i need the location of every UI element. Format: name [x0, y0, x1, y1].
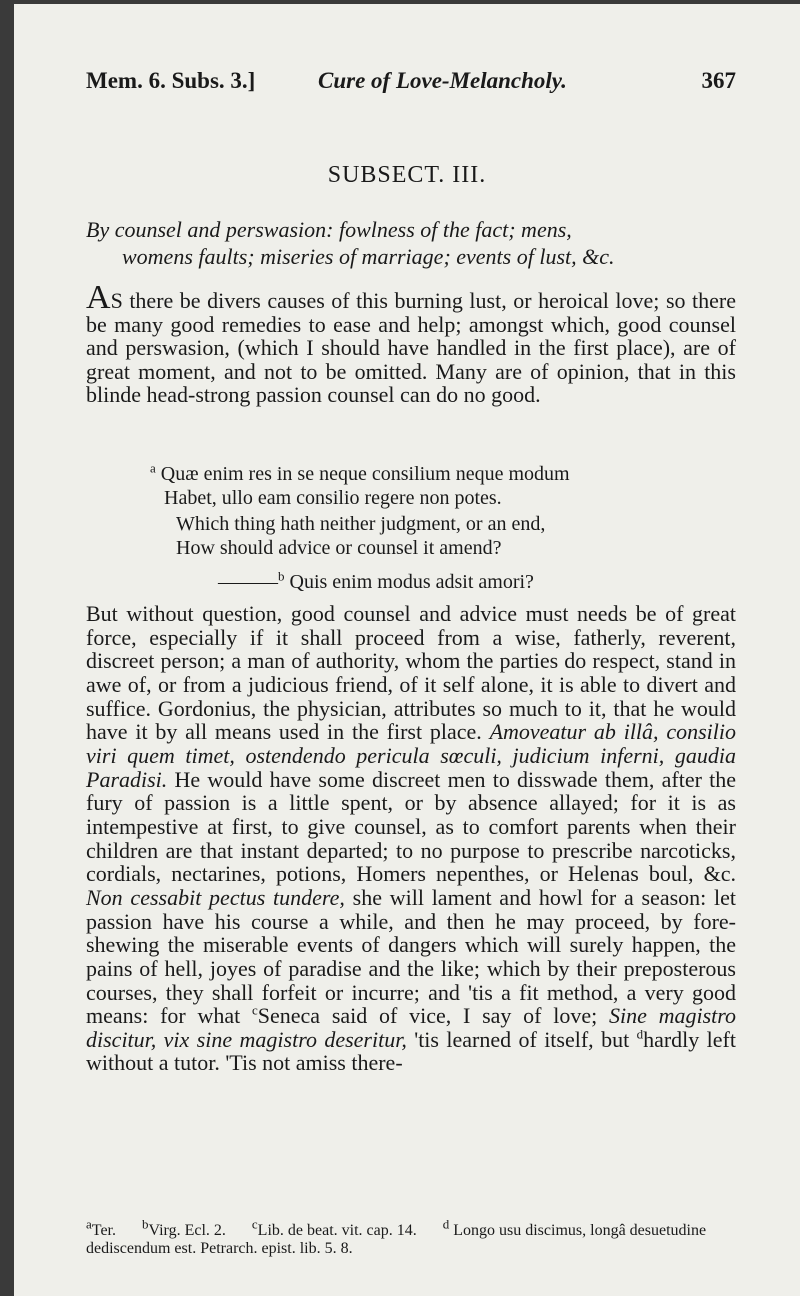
footnote-a — [86, 1216, 116, 1240]
english-verse-line-2: How should advice or counsel it amend? — [176, 537, 502, 559]
footnote-b — [141, 1216, 226, 1240]
footnote-d-mark: d — [442, 1216, 450, 1232]
english-verse-line-1: Which thing hath neither judgment, or an end, — [176, 513, 546, 535]
summary-line-2: womens faults; miseries of marriage; events of lust, &c. — [122, 244, 615, 269]
footnote-a-text: Ter. — [91, 1222, 116, 1239]
latin-quote-non-cessabit: Non cessabit pectus tundere, — [86, 884, 345, 910]
footnote-a-mark: a — [86, 1216, 92, 1232]
paragraph-2-text-1: But without question, good counsel and advice must needs be of great force, especially if it shall proceed from a wise, fatherly, reverent, discreet person; a man of authority, whom the parties do respect, stand in awe of, or from a judicious friend, of it self alone, it is able to divert and suffice. Gordonius, the physician, attributes so much to it, that he would have it by all means used in the first place. — [86, 601, 736, 745]
paragraph-2-text-3: she will lament and howl for a season: let passion have his course a while, and then he may proceed, by fore-shewing the miserable events of dangers which will surely happen, the pains of hell, joyes of paradise and the like; which by their preposterous courses, they shall forfeit or incurre; and 'tis a fit method, a very good means: for what — [86, 884, 736, 1029]
paragraph-2-text-4: Seneca said of vice, I say of love; — [257, 1003, 609, 1029]
latin-verse-line-2: Habet, ullo eam consilio regere non potes. — [164, 487, 502, 509]
quis-verse-text: Quis enim modus adsit amori? — [289, 571, 534, 593]
footnote-c-text: Lib. de beat. vit. cap. 14. — [257, 1222, 417, 1239]
subsection-summary — [86, 216, 736, 270]
footnote-ref-a: a — [150, 460, 156, 476]
paragraph-2-text-5: 'tis learned of itself, but — [406, 1026, 637, 1052]
footnote-c-mark: c — [251, 1216, 258, 1232]
header-chapter-title: Cure of Love-Melancholy. — [318, 68, 567, 93]
footnote-ref-b: b — [278, 568, 285, 584]
latin-verse — [150, 462, 710, 510]
book-page — [14, 4, 800, 1296]
paragraph-2 — [86, 602, 736, 1075]
page-number: 367 — [701, 68, 736, 93]
footnotes — [86, 1216, 736, 1258]
footnote-d-text: Longo usu discimus, longâ desuetudine dediscendum est. Petrarch. epist. lib. 5. 8. — [86, 1222, 707, 1257]
verse-dash: ——— — [218, 571, 278, 593]
subsection-title: SUBSECT. III. — [327, 162, 487, 188]
drop-cap: A — [86, 279, 111, 316]
running-header — [86, 68, 736, 102]
paragraph-2-text-6: hardly left without a tutor. 'Tis not amiss there- — [86, 1026, 736, 1076]
latin-quote-gordonius: Amoveatur ab illâ, consilio viri quem timet, ostendendo pericula sœculi, judicium inferni, gaudia Paradisi. — [86, 719, 736, 792]
english-verse — [176, 512, 736, 560]
paragraph-1-text: S there be divers causes of this burning lust, or heroical love; so there be many good remedies to ease and help; amongst which, good counsel and perswasion, (which I should have handled in the first place), are of great moment, and not to be omitted. Many are of opinion, that in this blinde head-strong passion counsel can do no good. — [86, 288, 736, 408]
footnote-ref-d: d — [636, 1026, 644, 1042]
paragraph-1 — [86, 279, 736, 408]
header-section-ref: Mem. 6. Subs. 3.] — [86, 68, 256, 93]
latin-quote-seneca: Sine magistro discitur, vix sine magistro deseritur, — [86, 1003, 737, 1052]
footnote-ref-c: c — [252, 1002, 258, 1018]
footnote-b-mark: b — [141, 1216, 149, 1232]
latin-verse-line-1: Quæ enim res in se neque consilium neque modum — [160, 463, 570, 485]
summary-line-1: By counsel and perswasion: fowlness of the fact; mens, — [86, 217, 572, 242]
footnote-c — [251, 1216, 417, 1240]
quis-verse — [218, 570, 778, 594]
footnote-b-text: Virg. Ecl. 2. — [148, 1222, 226, 1239]
paragraph-2-text-2: He would have some discreet men to disswade them, after the fury of passion is a little spent, or by absence allayed; for it is as intempestive at first, to give counsel, as to comfort parents when their children are that instant departed; to no purpose to prescribe narcoticks, cordials, nectarines, potions, Homers nepenthes, or Helenas boul, &c. — [86, 766, 736, 887]
